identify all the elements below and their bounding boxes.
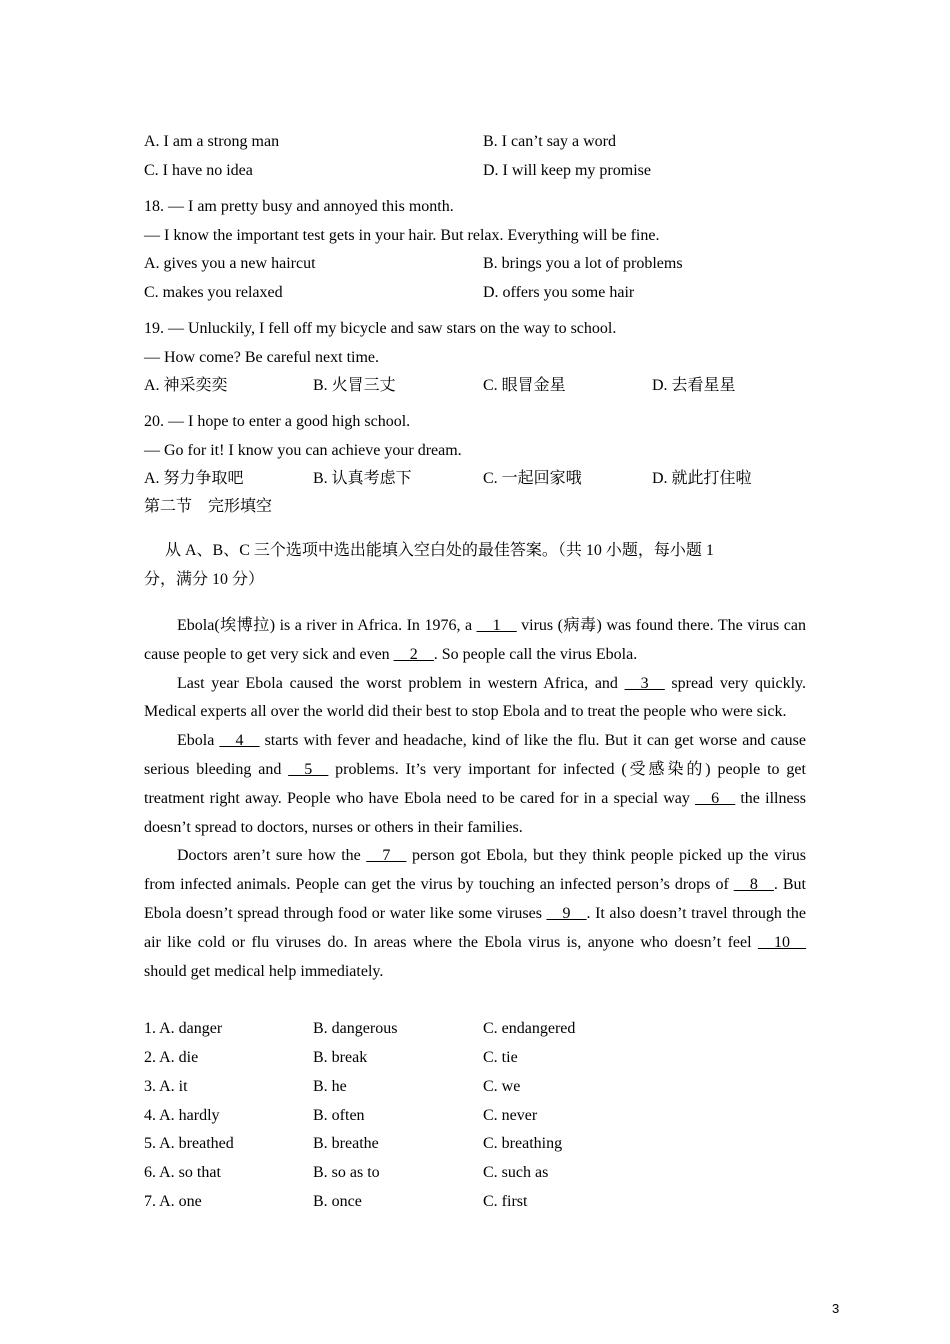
choice-4-b: B. often [313, 1107, 365, 1124]
choice-row-3 [144, 1077, 844, 1097]
q20-option-b: B. 认真考虑下 [313, 470, 412, 487]
choice-5-c: C. breathing [483, 1135, 563, 1152]
choice-row-1 [144, 1019, 844, 1039]
choice-7-b: B. once [313, 1193, 362, 1210]
q19-response: — How come? Be careful next time. [144, 349, 380, 366]
blank-1: __1__ [476, 617, 517, 634]
q17-option-a: A. I am a strong man [144, 133, 280, 150]
q20-options-row [144, 469, 844, 489]
q19-prompt: 19. — Unluckily, I fell off my bicycle and saw stars on the way to school. [144, 320, 617, 337]
section-instruction-line-1: 从 A、B、C 三个选项中选出能填入空白处的最佳答案。（共 10 小题，每小题 1 [165, 542, 714, 559]
choice-6-b: B. so as to [313, 1164, 380, 1181]
blank-2: __2__ [393, 645, 434, 663]
choice-3-c: C. we [483, 1078, 521, 1095]
q17-options-row-1 [144, 132, 844, 152]
q18-options-row-1 [144, 254, 844, 274]
q17-option-d: D. I will keep my promise [483, 162, 651, 179]
choice-4-c: C. never [483, 1107, 538, 1124]
choice-6-a: 6. A. so that [144, 1164, 221, 1181]
choice-2-c: C. tie [483, 1049, 518, 1066]
passage-paragraph-2: Last year Ebola caused the worst problem in western Africa, and __3__ spread very quickly. Medical experts all over the world did their best to stop Ebola and to treat the people who were sick. [144, 674, 807, 721]
choice-1-b: B. dangerous [313, 1020, 398, 1037]
choice-1-a: 1. A. danger [144, 1020, 223, 1037]
choice-7-c: C. first [483, 1193, 528, 1210]
choice-row-2 [144, 1048, 844, 1068]
choice-7-a: 7. A. one [144, 1193, 202, 1210]
q17-option-b: B. I can’t say a word [483, 133, 616, 150]
choice-2-a: 2. A. die [144, 1049, 199, 1066]
passage-paragraph-4: Doctors aren’t sure how the __7__ person got Ebola, but they think people picked up the virus from infected animals. People can get the virus by touching an infected person’s drops of __8__. But Ebola doesn’t spread through food or water like some viruses __9__. It also doesn’t travel through the air like cold or flu viruses do. In areas where the Ebola virus is, anyone who doesn’t feel __10__ should get medical help immediately. [144, 847, 806, 980]
q17-options-row-2 [144, 161, 844, 181]
page-number: 3 [832, 1301, 840, 1316]
blank-6: __6__ [695, 789, 736, 807]
section-instruction-line-2: 分，满分 10 分） [144, 571, 265, 588]
q19-option-a: A. 神采奕奕 [144, 377, 228, 394]
choice-3-b: B. he [313, 1078, 347, 1095]
choice-5-b: B. breathe [313, 1135, 379, 1152]
blank-9: __9__ [546, 904, 587, 922]
choice-4-a: 4. A. hardly [144, 1107, 220, 1124]
choice-3-a: 3. A. it [144, 1078, 188, 1095]
q19-options-row [144, 376, 844, 396]
choice-2-b: B. break [313, 1049, 368, 1066]
blank-5: __5__ [288, 760, 329, 778]
q20-option-c: C. 一起回家哦 [483, 470, 582, 487]
blank-8: __8__ [733, 876, 774, 894]
choice-5-a: 5. A. breathed [144, 1135, 234, 1152]
blank-3: __3__ [624, 674, 665, 692]
blank-4: __4__ [219, 732, 260, 750]
choice-1-c: C. endangered [483, 1020, 576, 1037]
q18-option-a: A. gives you a new haircut [144, 255, 316, 272]
q20-option-a: A. 努力争取吧 [144, 470, 244, 487]
choice-row-7 [144, 1192, 844, 1212]
q18-options-row-2 [144, 283, 844, 303]
q20-response: — Go for it! I know you can achieve your dream. [144, 442, 462, 459]
q18-option-b: B. brings you a lot of problems [483, 255, 683, 272]
q18-prompt: 18. — I am pretty busy and annoyed this month. [144, 198, 454, 215]
blank-7: __7__ [366, 847, 407, 865]
section-title: 第二节 完形填空 [144, 498, 273, 515]
q20-option-d: D. 就此打住啦 [652, 470, 752, 487]
q19-option-b: B. 火冒三丈 [313, 377, 396, 394]
choice-row-4 [144, 1106, 844, 1126]
q20-prompt: 20. — I hope to enter a good high school. [144, 413, 411, 430]
choice-row-5 [144, 1134, 844, 1154]
passage-paragraph-1: Ebola(埃博拉) is a river in Africa. In 1976, a __1__ virus (病毒) was found there. The virus can cause people to get very sick and even __2__. So people call the virus Ebola. [144, 617, 806, 663]
choice-6-c: C. such as [483, 1164, 549, 1181]
q18-response: — I know the important test gets in your hair. But relax. Everything will be fine. [144, 227, 660, 244]
passage-paragraph-3: Ebola __4__ starts with fever and headache, kind of like the flu. But it can get worse and cause serious bleeding and __5__ problems. It’s very important for infected (受感染的) people to get treatment right away. People who have Ebola need to be cared for in a special way __6__ the illness doesn’t spread to doctors, nurses or others in their families. [144, 732, 807, 836]
cloze-passage [144, 612, 806, 986]
q18-option-c: C. makes you relaxed [144, 284, 283, 301]
q18-option-d: D. offers you some hair [483, 284, 635, 301]
choice-row-6 [144, 1163, 844, 1183]
q19-option-d: D. 去看星星 [652, 377, 736, 394]
q17-option-c: C. I have no idea [144, 162, 253, 179]
q19-option-c: C. 眼冒金星 [483, 377, 566, 394]
blank-10: __10__ [758, 933, 806, 951]
